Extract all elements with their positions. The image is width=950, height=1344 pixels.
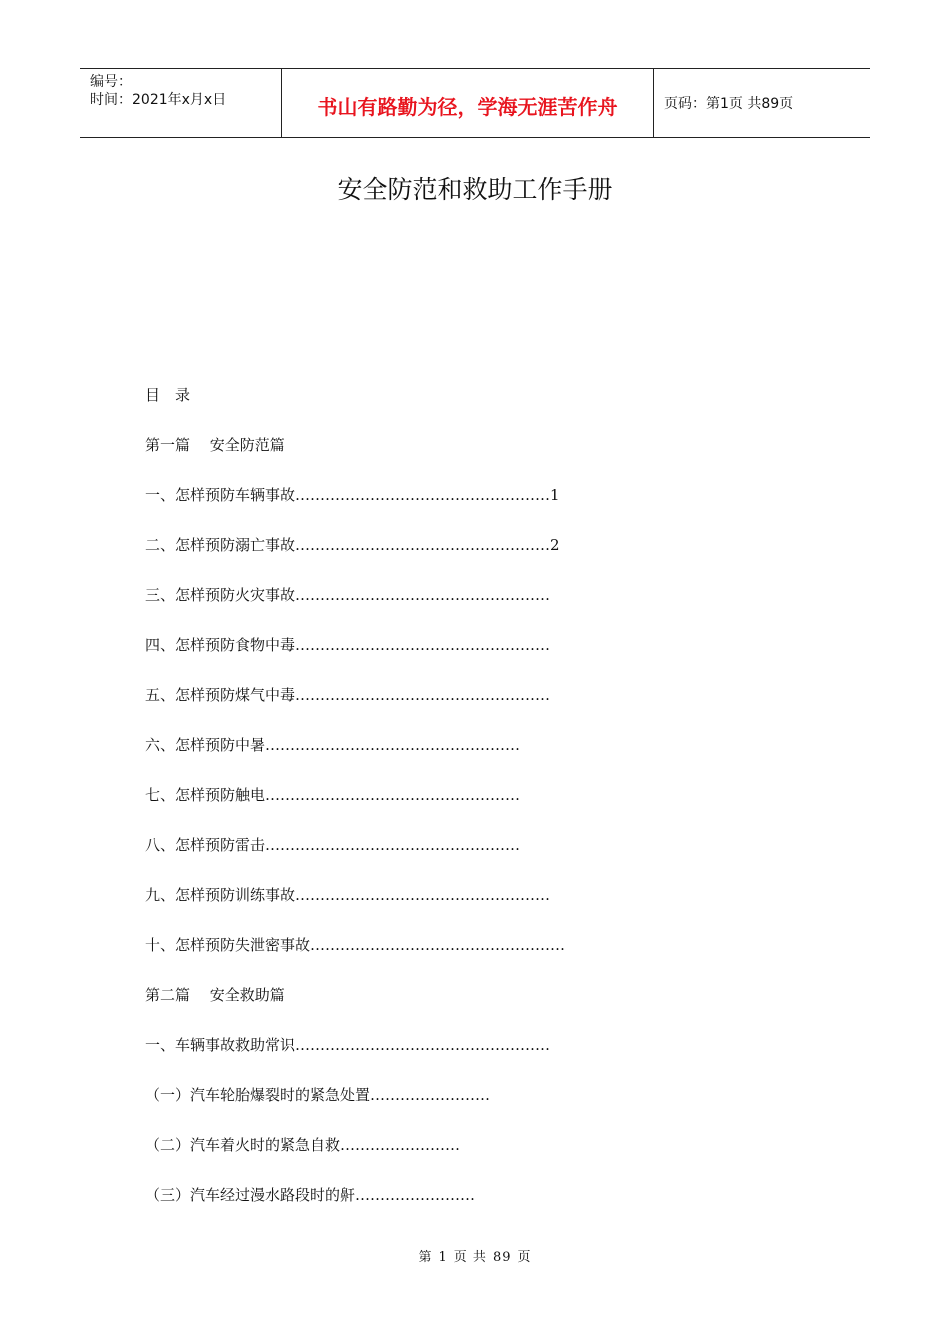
footer-suffix: 页 bbox=[517, 1250, 532, 1265]
toc-entry: 六、怎样预防中暑…………………………………………… bbox=[145, 736, 521, 754]
toc-part-heading: 第二篇 安全救助篇 bbox=[145, 986, 285, 1004]
toc-entry: 二、怎样预防溺亡事故……………………………………………2 bbox=[145, 536, 560, 554]
page-footer bbox=[0, 1246, 950, 1265]
toc-entry: 一、怎样预防车辆事故……………………………………………1 bbox=[145, 486, 560, 504]
table-of-contents bbox=[145, 383, 785, 1233]
toc-entry: 十、怎样预防失泄密事故…………………………………………… bbox=[145, 936, 566, 954]
toc-entry: 一、车辆事故救助常识…………………………………………… bbox=[145, 1036, 551, 1054]
motto: 书山有路勤为径，学海无涯苦作舟 bbox=[282, 69, 654, 137]
toc-entry: 三、怎样预防火灾事故…………………………………………… bbox=[145, 586, 551, 604]
footer-page-number: 1 bbox=[438, 1250, 448, 1265]
toc-subentry: （三）汽车经过漫水路段时的鼾…………………… bbox=[145, 1186, 476, 1204]
document-title: 安全防范和救助工作手册 bbox=[337, 175, 613, 204]
toc-entry: 五、怎样预防煤气中毒…………………………………………… bbox=[145, 686, 551, 704]
toc-heading: 目 录 bbox=[145, 386, 191, 404]
toc-entry: 四、怎样预防食物中毒…………………………………………… bbox=[145, 636, 551, 654]
header-meta-cell bbox=[80, 69, 282, 137]
toc-subentry: （二）汽车着火时的紧急自救…………………… bbox=[145, 1136, 461, 1154]
toc-entry: 七、怎样预防触电…………………………………………… bbox=[145, 786, 521, 804]
date-label: 时间：2021年x月x日 bbox=[90, 92, 227, 108]
footer-mid: 页 共 bbox=[453, 1250, 487, 1265]
footer-prefix: 第 bbox=[418, 1250, 433, 1265]
toc-subentry: （一）汽车轮胎爆裂时的紧急处置…………………… bbox=[145, 1086, 491, 1104]
number-label: 编号： bbox=[90, 74, 132, 90]
toc-entry: 八、怎样预防雷击…………………………………………… bbox=[145, 836, 521, 854]
footer-total-pages: 89 bbox=[492, 1250, 512, 1265]
header-table bbox=[80, 68, 870, 138]
toc-entry: 九、怎样预防训练事故…………………………………………… bbox=[145, 886, 551, 904]
page-info: 页码：第1页 共89页 bbox=[664, 96, 794, 112]
toc-part-heading: 第一篇 安全防范篇 bbox=[145, 436, 285, 454]
